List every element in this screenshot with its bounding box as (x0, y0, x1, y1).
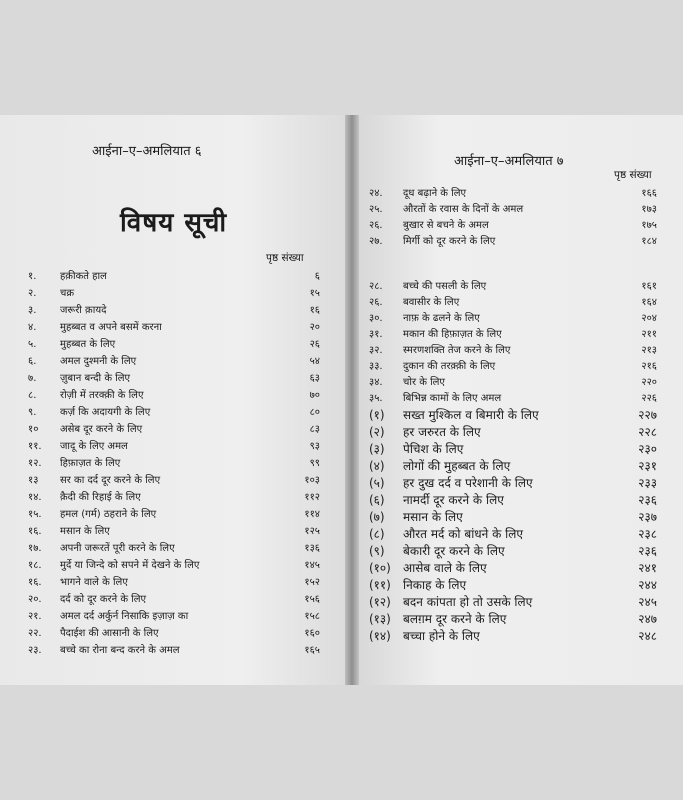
toc-entry-page-number: २३६ (638, 544, 657, 558)
toc-entry-title: बुखार से बचने के अमल (403, 220, 489, 231)
toc-entry-page-number: २३३ (638, 476, 657, 490)
toc-entry-number: ११. (28, 441, 42, 452)
toc-entry-title: दर्द को दूर करने के लिए (60, 594, 147, 605)
toc-entry-title: क़ैदी की रिहाई के लिए (60, 492, 141, 503)
toc-entry-page-number: २१३ (641, 345, 657, 356)
toc-entry (369, 525, 657, 541)
toc-entry-number: २४. (369, 188, 383, 199)
toc-entry-title: बवासीर के लिए (403, 297, 460, 308)
toc-entry-number: १८. (28, 560, 42, 571)
toc-entry-page-number: २४१ (638, 561, 657, 575)
right-page (359, 115, 683, 685)
toc-entry-page-number: २२० (641, 377, 657, 388)
toc-entry-title: हिफ़ाज़त के लिए (60, 458, 121, 469)
toc-entry-title: मुर्दे या जिन्दे को सपने में देखने के लिए (60, 560, 200, 571)
toc-entry-title: हमल (गर्म) ठहराने के लिए (60, 509, 157, 520)
toc-entry-page-number: १२५ (304, 526, 320, 537)
toc-entry (28, 387, 320, 403)
toc-entry-number: (६) (369, 493, 385, 507)
toc-entry-number: (३) (369, 442, 385, 456)
left-page-number-column-label: पृष्ठ संख्या (266, 252, 304, 264)
toc-entry (369, 233, 657, 249)
toc-entry-title: बच्चे की पसली के लिए (403, 281, 487, 292)
toc-entry-number: १६. (28, 577, 42, 588)
toc-entry-title: पैदाईश की आसानी के लिए (60, 628, 159, 639)
toc-entry-number: (१२) (369, 595, 391, 609)
toc-entry-title: कर्ज़ कि अदायगी के लिए (60, 407, 151, 418)
toc-entry-title: मसान के लिए (60, 526, 110, 537)
toc-entry-number: १३ (28, 475, 39, 486)
toc-entry-number: २८. (369, 281, 383, 292)
toc-entry-title: चक्र (60, 288, 75, 299)
toc-entry (28, 574, 320, 590)
toc-entry-number: २३. (28, 645, 42, 656)
toc-entry-number: (१३) (369, 612, 391, 626)
toc-entry-number: २२. (28, 628, 42, 639)
toc-entry-title: नाफ़ के ढलने के लिए (403, 313, 480, 324)
toc-entry-number: ३३. (369, 361, 383, 372)
toc-entry-page-number: १५ (309, 288, 320, 299)
toc-entry (28, 268, 320, 284)
toc-entry-title: अमल दर्द अर्कुर्न निसाकि इज़ाज़ का (60, 611, 189, 622)
toc-entry (28, 421, 320, 437)
toc-entry-page-number: २२८ (638, 425, 657, 439)
toc-entry-number: ७. (28, 373, 37, 384)
toc-entry-page-number: १६१ (641, 281, 657, 292)
toc-entry (369, 310, 657, 326)
toc-entry-number: ५. (28, 339, 37, 350)
toc-entry-title: सख्त मुश्किल व बिमारी के लिए (403, 408, 539, 422)
toc-entry (369, 406, 657, 422)
toc-entry-number: (५) (369, 476, 385, 490)
toc-entry-page-number: २३६ (638, 493, 657, 507)
toc-entry-title: हक़ीकते हाल (60, 271, 107, 282)
toc-entry-title: बिभिन्न कामों के लिए अमल (403, 393, 502, 404)
toc-entry (369, 358, 657, 374)
toc-entry (28, 285, 320, 301)
left-page (0, 115, 345, 685)
toc-entry (369, 423, 657, 439)
toc-entry-number: ३०. (369, 313, 383, 324)
toc-entry-title: दूध बढ़ाने के लिए (403, 188, 467, 199)
toc-entry (369, 201, 657, 217)
toc-entry-title: लोगों की मुहब्बत के लिए (403, 459, 511, 473)
toc-entry (369, 457, 657, 473)
toc-entry-page-number: १०३ (304, 475, 320, 486)
toc-entry-number: ९. (28, 407, 37, 418)
toc-entry (28, 319, 320, 335)
toc-entry-page-number: २६ (309, 339, 320, 350)
toc-entry-number: (२) (369, 425, 385, 439)
toc-entry-title: आसेब वाले के लिए (403, 561, 487, 575)
right-running-head: आईना–ए–अमलियात ७ (454, 154, 564, 169)
toc-entry-title: मिर्गी को दूर करने के लिए (403, 236, 496, 247)
toc-entry (28, 540, 320, 556)
left-running-head: आईना–ए–अमलियात ६ (92, 144, 202, 159)
toc-entry-title: मसान के लिए (403, 510, 463, 524)
toc-entry-page-number: १६४ (641, 297, 657, 308)
toc-entry (28, 302, 320, 318)
toc-entry-title: बदन कांपता हो तो उसके लिए (403, 595, 533, 609)
toc-entry (369, 491, 657, 507)
toc-entry-number: (१) (369, 408, 385, 422)
toc-entry-page-number: २४८ (638, 629, 657, 643)
toc-entry-title: जादू के लिए अमल (60, 441, 128, 452)
toc-entry (28, 455, 320, 471)
toc-entry (369, 342, 657, 358)
toc-entry-page-number: २३७ (638, 510, 657, 524)
toc-entry-page-number: १६६ (641, 188, 657, 199)
toc-entry-number: १७. (28, 543, 42, 554)
toc-entry (28, 625, 320, 641)
toc-entry-page-number: १६५ (304, 645, 320, 656)
toc-entry-number: (८) (369, 527, 385, 541)
open-book (0, 115, 683, 685)
toc-entry-page-number: ८३ (309, 424, 320, 435)
toc-entry-title: औरतों के रवास के दिनों के अमल (403, 204, 524, 215)
toc-entry-page-number: ५४ (309, 356, 320, 367)
toc-entry-page-number: २० (309, 322, 320, 333)
toc-entry-title: मकान की हिफ़ाज़त के लिए (403, 329, 502, 340)
toc-entry-number: ३२. (369, 345, 383, 356)
toc-entry-title: दुकान की तरक़्क़ी के लिए (403, 361, 496, 372)
toc-entry-page-number: १७५ (641, 220, 657, 231)
toc-entry-page-number: २०४ (641, 313, 657, 324)
toc-entry (28, 523, 320, 539)
toc-entry-number: २६. (369, 297, 383, 308)
toc-entry-number: २७. (369, 236, 383, 247)
toc-entry-number: ३५. (369, 393, 383, 404)
toc-entry-number: २. (28, 288, 37, 299)
toc-entry-title: भागने वाले के लिए (60, 577, 128, 588)
toc-entry-number: २०. (28, 594, 42, 605)
toc-entry-page-number: १७३ (641, 204, 657, 215)
toc-entry-page-number: ८० (309, 407, 320, 418)
toc-entry (369, 593, 657, 609)
toc-entry-number: (१०) (369, 561, 391, 575)
toc-entry-number: (११) (369, 578, 391, 592)
toc-entry-page-number: १४५ (304, 560, 320, 571)
toc-entry (369, 278, 657, 294)
toc-entry-title: बलग़म दूर करने के लिए (403, 612, 507, 626)
toc-entry-page-number: ६३ (309, 373, 320, 384)
toc-entry-title: असेब दूर करने के लिए (60, 424, 143, 435)
toc-entry (28, 438, 320, 454)
toc-entry-page-number: २३० (638, 442, 657, 456)
toc-entry (369, 542, 657, 558)
toc-entry-number: (४) (369, 459, 385, 473)
toc-entry-page-number: १५२ (304, 577, 320, 588)
toc-entry-page-number: १५८ (304, 611, 320, 622)
toc-entry-page-number: १३६ (304, 543, 320, 554)
toc-entry (369, 508, 657, 524)
toc-entry-number: ३४. (369, 377, 383, 388)
toc-entry (369, 326, 657, 342)
toc-entry (28, 353, 320, 369)
toc-entry-number: १६. (28, 526, 42, 537)
toc-entry-title: निकाह के लिए (403, 578, 467, 592)
toc-entry-page-number: २१६ (641, 361, 657, 372)
toc-entry (28, 506, 320, 522)
toc-entry-number: ४. (28, 322, 37, 333)
toc-entry-number: (९) (369, 544, 385, 558)
toc-entry-page-number: ६ (314, 271, 320, 282)
toc-entry-page-number: ७० (309, 390, 320, 401)
toc-entry (369, 217, 657, 233)
toc-entry-number: (१४) (369, 629, 391, 643)
toc-entry-page-number: ११४ (304, 509, 320, 520)
toc-entry-title: ज़ुबान बन्दी के लिए (60, 373, 131, 384)
toc-entry (369, 610, 657, 626)
toc-entry-page-number: १८४ (641, 236, 657, 247)
toc-entry (28, 370, 320, 386)
toc-entry-title: अमल दुश्मनी के लिए (60, 356, 137, 367)
toc-entry-page-number: ९३ (309, 441, 320, 452)
toc-title: विषय सूची (120, 208, 228, 238)
toc-entry-title: मुहब्बत के लिए (60, 339, 116, 350)
toc-entry (369, 185, 657, 201)
toc-entry-page-number: १६ (309, 305, 320, 316)
toc-entry-page-number: २३८ (638, 527, 657, 541)
toc-entry (28, 472, 320, 488)
toc-entry (28, 404, 320, 420)
toc-entry-number: २५. (369, 204, 383, 215)
toc-entry-page-number: ११२ (304, 492, 320, 503)
toc-entry-title: रोज़ी में तरक्क़ी के लिए (60, 390, 144, 401)
toc-entry-number: १५. (28, 509, 42, 520)
toc-entry-number: ६. (28, 356, 37, 367)
toc-entry-title: जरूरी क़ायदे (60, 305, 107, 316)
toc-entry-page-number: २४५ (638, 595, 657, 609)
toc-entry (28, 642, 320, 658)
toc-entry (28, 557, 320, 573)
toc-entry-number: ३. (28, 305, 37, 316)
toc-entry-title: स्मरणशक्ति तेज करने के लिए (403, 345, 511, 356)
toc-entry (28, 489, 320, 505)
toc-entry (369, 474, 657, 490)
toc-entry (369, 440, 657, 456)
toc-entry-page-number: २३१ (638, 459, 657, 473)
toc-entry-title: मुहब्बत व अपने बसमें करना (60, 322, 162, 333)
toc-entry-number: १० (28, 424, 39, 435)
toc-entry-title: हर जरुरत के लिए (403, 425, 481, 439)
toc-entry (369, 294, 657, 310)
toc-entry (369, 576, 657, 592)
toc-entry-page-number: ९९ (309, 458, 320, 469)
toc-entry (28, 336, 320, 352)
toc-entry-title: बेकारी दूर करने के लिए (403, 544, 505, 558)
toc-entry (369, 374, 657, 390)
toc-entry-page-number: २४७ (638, 612, 657, 626)
toc-entry-number: (७) (369, 510, 385, 524)
toc-entry (28, 608, 320, 624)
toc-entry-page-number: १६० (304, 628, 320, 639)
toc-entry-title: बच्चा होने के लिए (403, 629, 480, 643)
toc-entry-number: ३१. (369, 329, 383, 340)
right-page-number-column-label: पृष्ठ संख्या (614, 169, 652, 181)
toc-entry-number: १२. (28, 458, 42, 469)
toc-entry-title: चोर के लिए (403, 377, 445, 388)
toc-entry-title: अपनी जरूरतें पूरी करने के लिए (60, 543, 175, 554)
toc-entry (369, 559, 657, 575)
toc-entry-number: १४. (28, 492, 42, 503)
toc-entry-title: औरत मर्द को बांधने के लिए (403, 527, 524, 541)
toc-entry (369, 627, 657, 643)
toc-entry-number: ८. (28, 390, 37, 401)
toc-entry-number: २१. (28, 611, 42, 622)
toc-entry-page-number: २२६ (641, 393, 657, 404)
toc-entry (369, 390, 657, 406)
toc-entry-title: हर दुख दर्द व परेशानी के लिए (403, 476, 533, 490)
toc-entry-page-number: १५६ (304, 594, 320, 605)
toc-entry-title: पेचिश के लिए (403, 442, 464, 456)
toc-entry-page-number: २४४ (638, 578, 657, 592)
toc-entry-page-number: २११ (641, 329, 657, 340)
toc-entry-number: १. (28, 271, 37, 282)
toc-entry (28, 591, 320, 607)
toc-entry-number: २६. (369, 220, 383, 231)
toc-entry-page-number: २२७ (638, 408, 657, 422)
toc-entry-title: बच्चे का रोना बन्द करने के अमल (60, 645, 180, 656)
toc-entry-title: नामर्दी दूर करने के लिए (403, 493, 504, 507)
toc-entry-title: सर का दर्द दूर करने के लिए (60, 475, 161, 486)
book-gutter (345, 115, 359, 685)
